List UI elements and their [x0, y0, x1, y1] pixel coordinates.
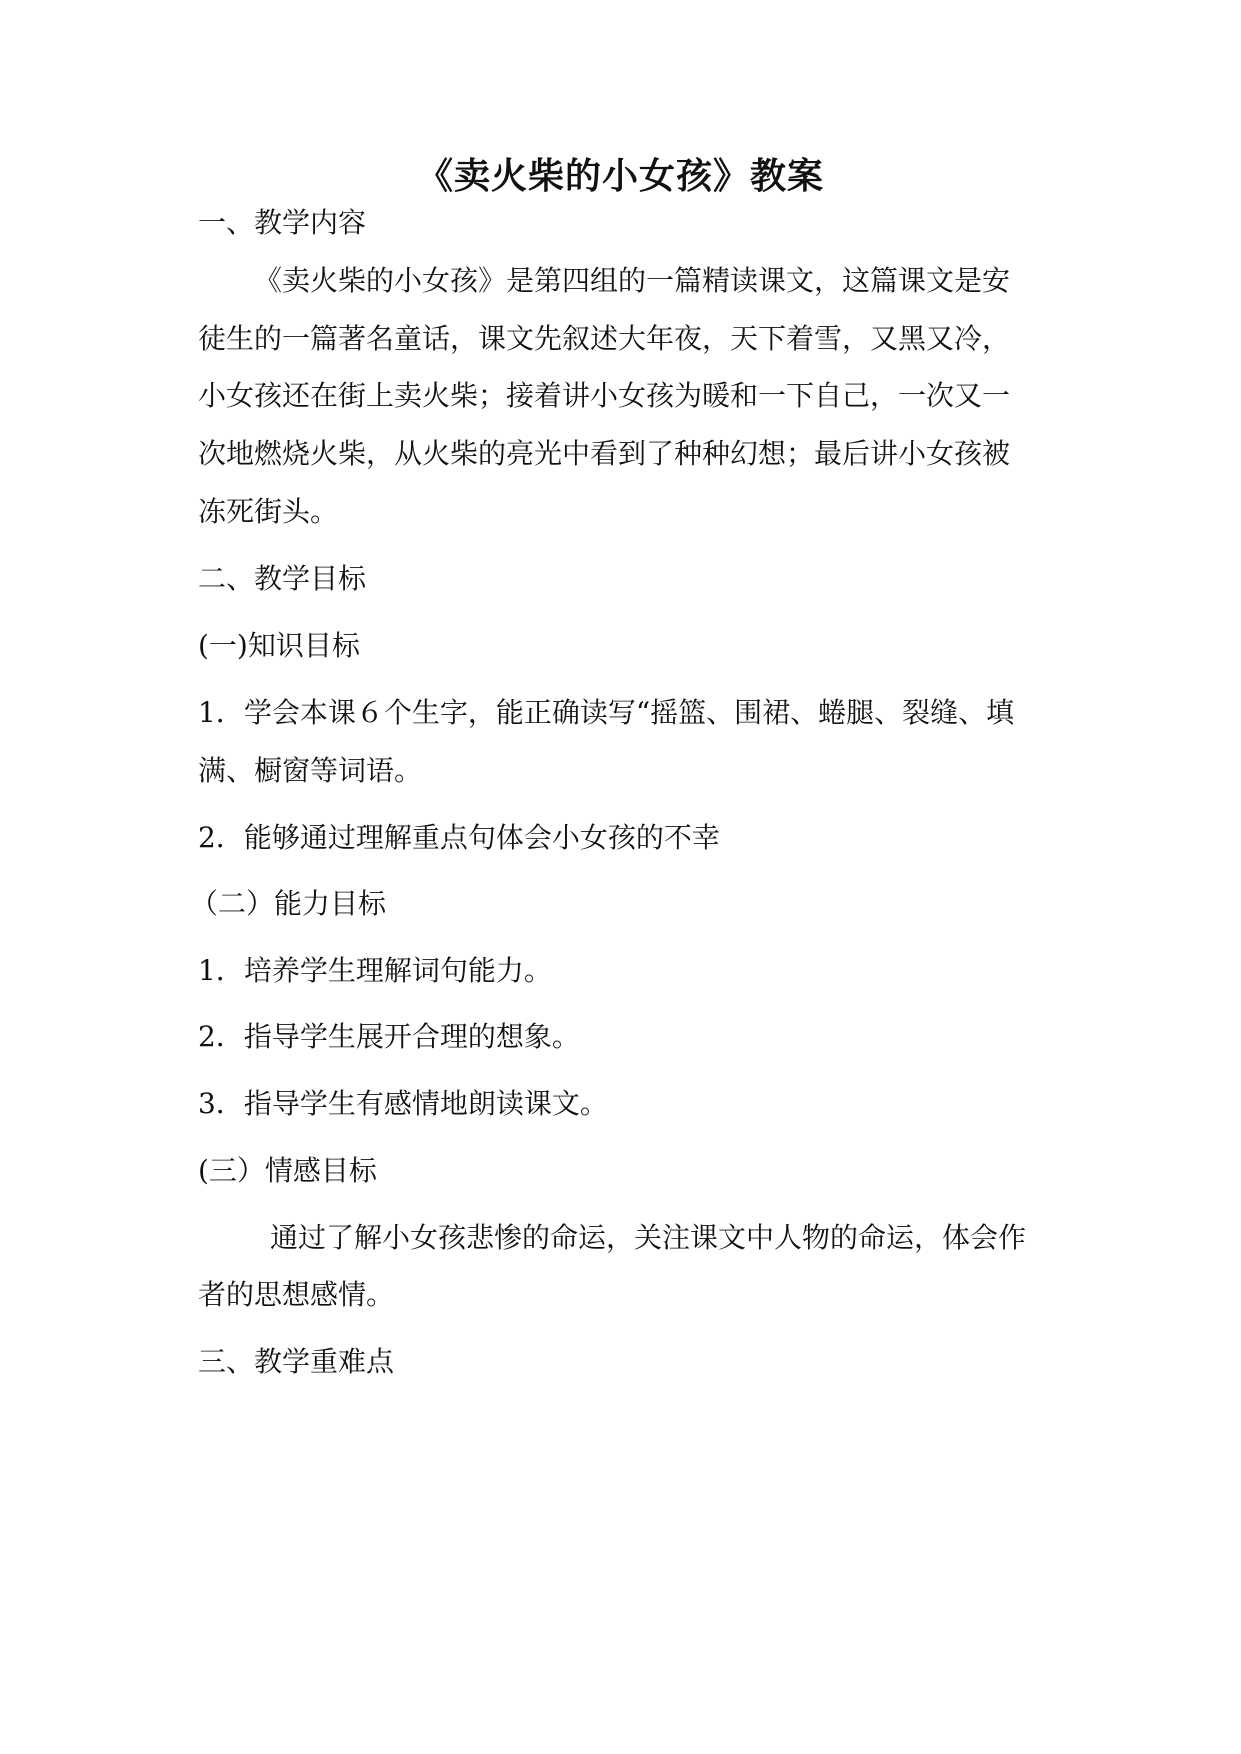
content-paragraph-line: 《卖火柴的小女孩》是第四组的一篇精读课文，这篇课文是安 [254, 264, 1011, 297]
list-item: 3．指导学生有感情地朗读课文。 [198, 1087, 608, 1120]
list-item: 1．培养学生理解词句能力。 [198, 954, 552, 987]
list-item: 2．指导学生展开合理的想象。 [198, 1020, 580, 1053]
list-item-continuation: 满、橱窗等词语。 [198, 754, 423, 787]
document-title: 《卖火柴的小女孩》教案 [416, 155, 824, 197]
subheading-knowledge: (一)知识目标 [198, 629, 360, 662]
section-heading-difficulties: 三、教学重难点 [198, 1345, 395, 1378]
emotion-paragraph-line: 通过了解小女孩悲惨的命运，关注课文中人物的命运，体会作 [270, 1221, 1027, 1254]
content-paragraph-line: 徒生的一篇著名童话，课文先叙述大年夜，天下着雪，又黑又冷， [198, 322, 1011, 355]
list-item: 1．学会本课６个生字，能正确读写“摇篮、围裙、蜷腿、裂缝、填 [198, 696, 1015, 729]
section-heading-content: 一、教学内容 [198, 206, 367, 239]
subheading-ability: （二）能力目标 [190, 887, 387, 920]
list-item: 2．能够通过理解重点句体会小女孩的不幸 [198, 821, 720, 854]
content-paragraph-line: 冻死街头。 [198, 495, 339, 528]
content-paragraph-line: 小女孩还在街上卖火柴；接着讲小女孩为暖和一下自己，一次又一 [198, 379, 1011, 412]
emotion-paragraph-line: 者的思想感情。 [198, 1278, 395, 1311]
section-heading-goals: 二、教学目标 [198, 562, 367, 595]
content-paragraph-line: 次地燃烧火柴，从火柴的亮光中看到了种种幻想；最后讲小女孩被 [198, 437, 1011, 470]
subheading-emotion: (三）情感目标 [198, 1154, 377, 1187]
